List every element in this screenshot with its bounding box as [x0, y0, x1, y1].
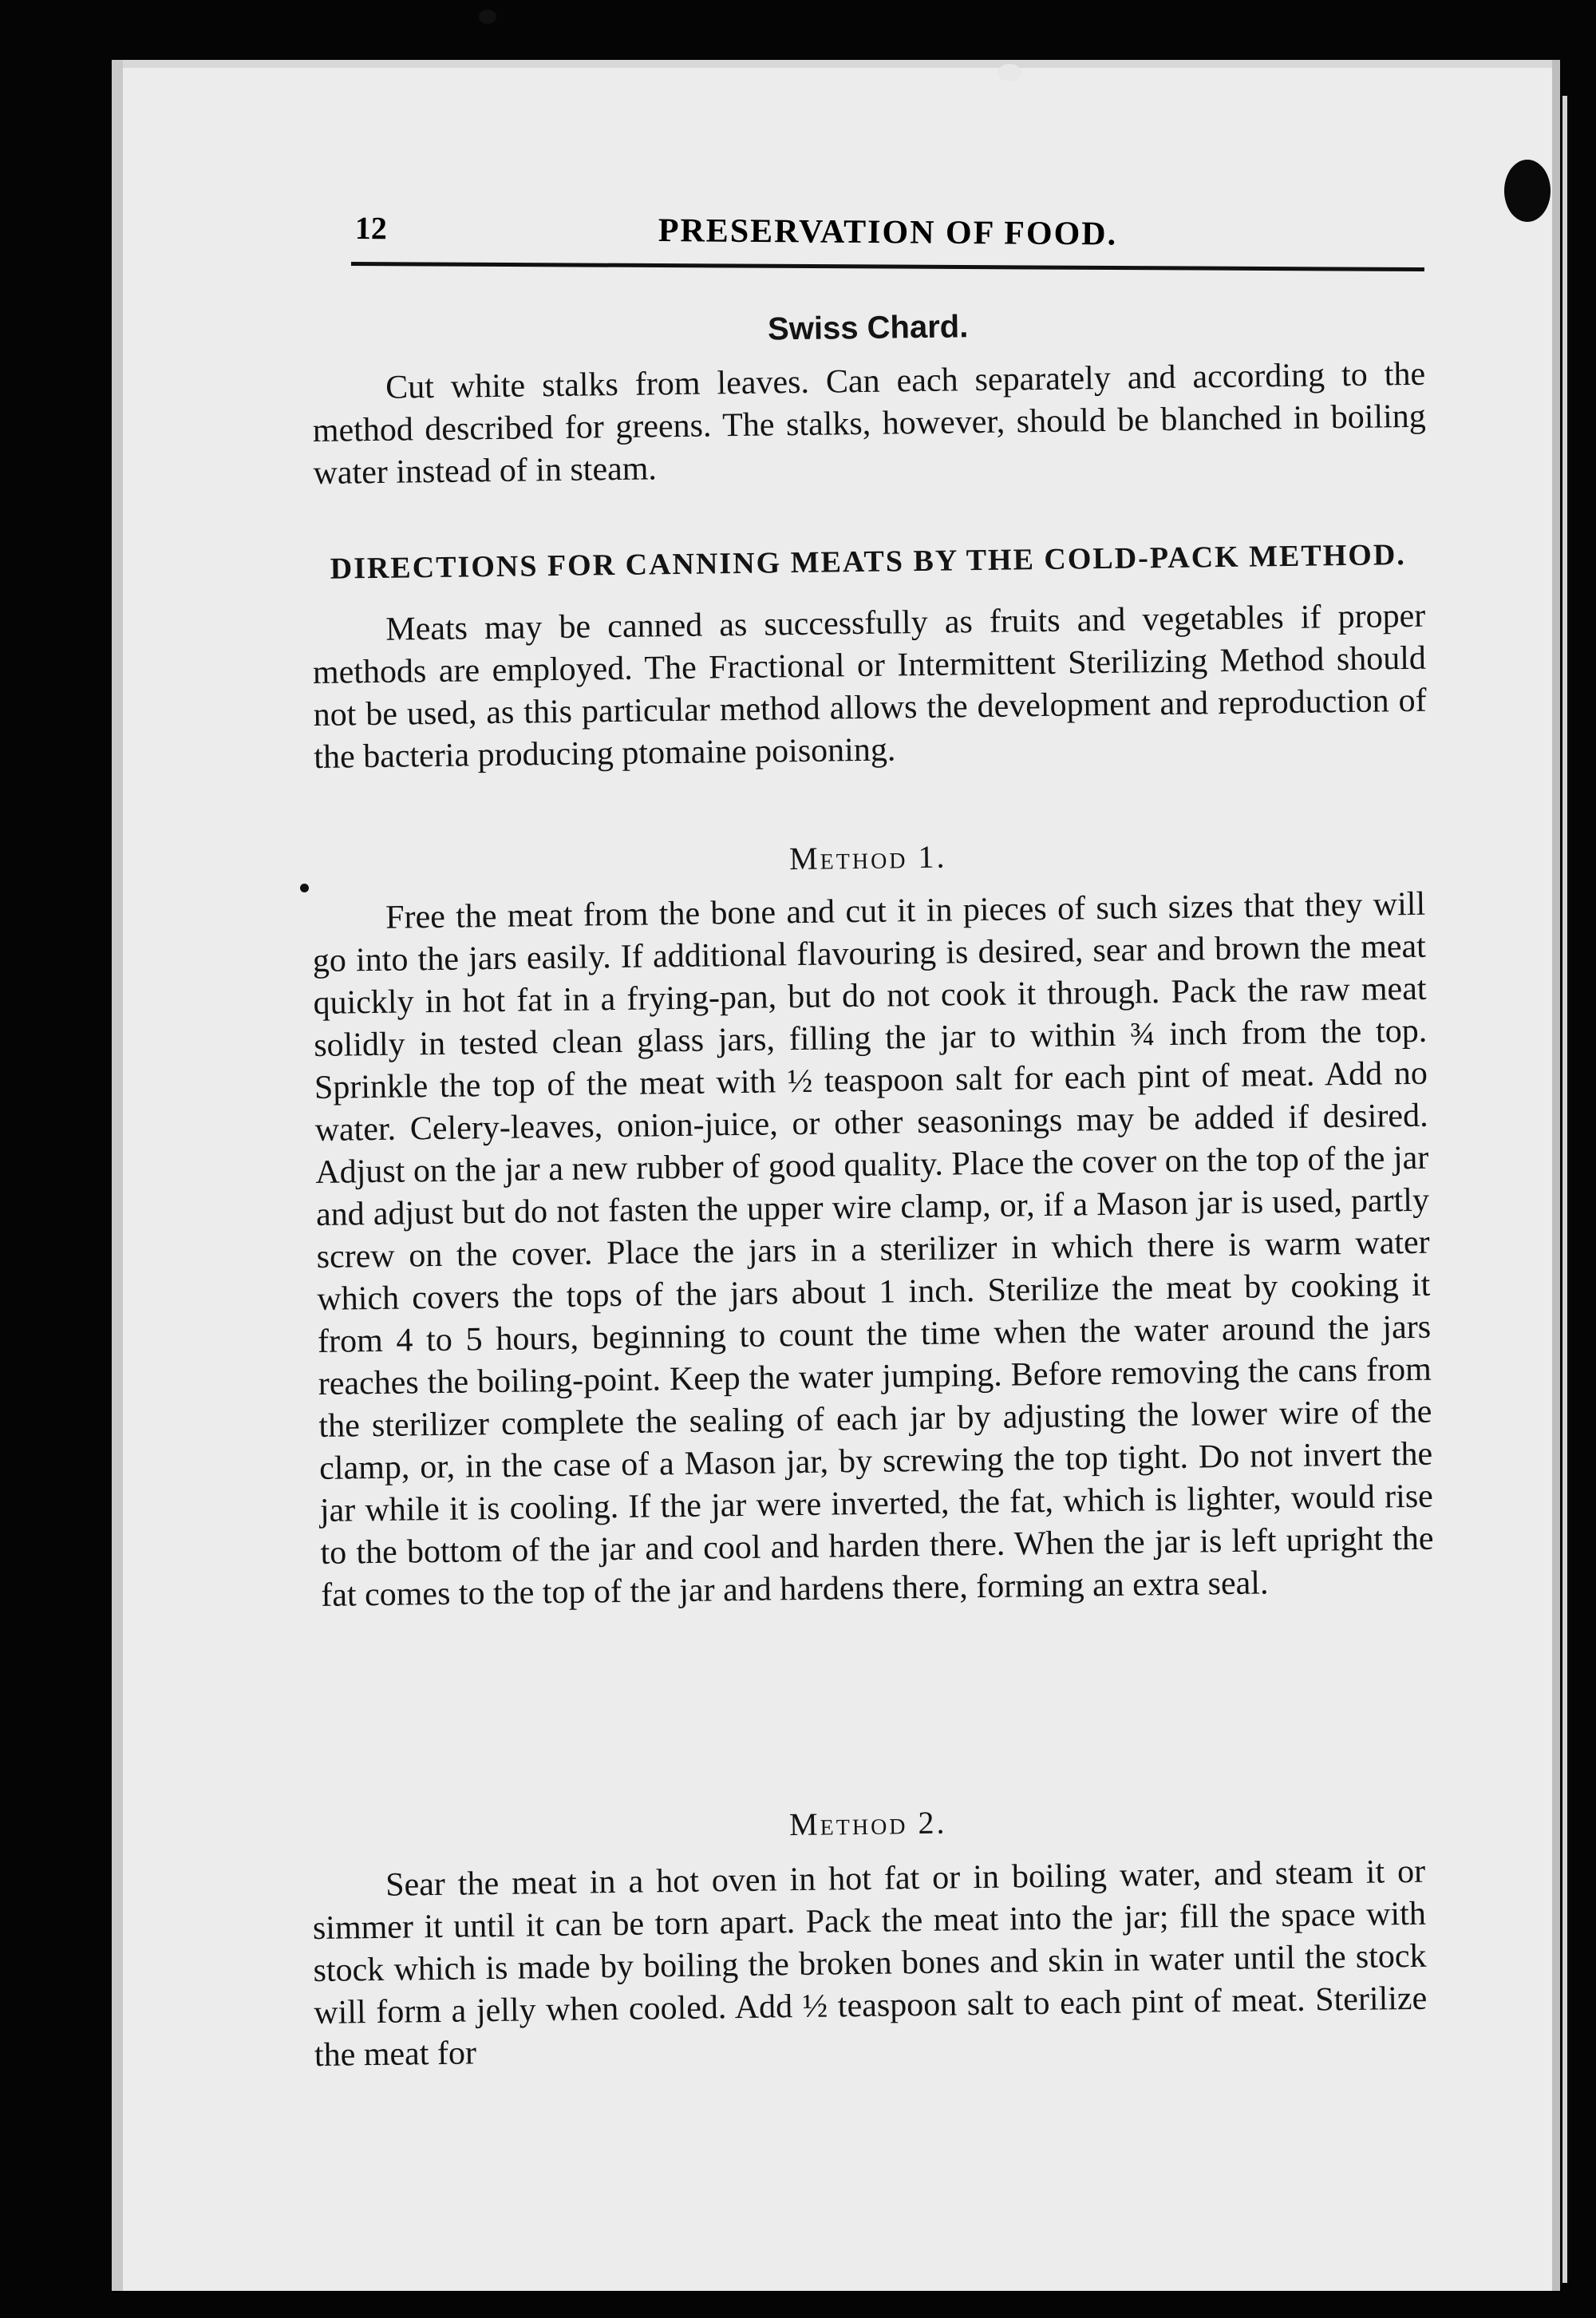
margin-dot — [300, 884, 309, 892]
section-heading: DIRECTIONS FOR CANNING MEATS BY THE COLD-PACK METHOD. — [330, 538, 1407, 586]
section-heading: Method 1. — [788, 838, 947, 877]
body-paragraph: Free the meat from the bone and cut it in pieces of such sizes that they will go into the jars easily. If additional flavouring is desired, sear and brown the meat quickly in hot fat in a frying-pan, but do not cook it through. Pack the raw meat solidly in tested clean glass jars, filling the jar to within ¾ inch from the top. Sprinkle the top of the meat with ½ teaspoon salt for each pint of meat. Add no water. Celery-leaves, onion-juice, or other seasonings may be added if desired. Adjust on the jar a new rubber of good quality. Place the cover on the top of the jar and adjust but do not fasten the upper wire clamp, or, if a Mason jar is used, partly screw on the cover. Place the jars in a sterilizer in which there is warm water which covers the tops of the jars about 1 inch. Sterilize the meat by cooking it from 4 to 5 hours, beginning to count the time when the water around the jars reaches the boiling-point. Keep the water jumping. Before removing the cans from the sterilizer complete the sealing of each jar by adjusting the lower wire of the clamp, or, in the case of a Mason jar, by screwing the top tight. Do not invert the jar while it is cooling. If the jar were inverted, the fat, which is lighter, would rise to the bottom of the jar and cool and harden there. When the jar is left upright the fat comes to the top of the jar and hardens there, forming an extra seal. — [312, 885, 1434, 1614]
directions-section — [311, 536, 1428, 779]
page-number: 12 — [354, 209, 387, 247]
scan-speck — [998, 64, 1021, 81]
scan-speck — [479, 10, 496, 24]
body-paragraph: Meats may be canned as successfully as fruits and vegetables if proper methods are employed. The Fractional or Intermittent Sterilizing Method should not be used, as this particular method allows the development and reproduction of the bacteria producing ptomaine poisoning. — [312, 597, 1427, 776]
body-paragraph: Sear the meat in a hot oven in hot fat or in boiling water, and steam it or simmer it until it can be torn apart. Pack the meat into the jar; fill the space with stock which is made by boiling the broken bones and skin in water until the stock will form a jelly when cooled. Add ½ teaspoon salt to each pint of meat. Sterilize the meat for — [312, 1853, 1428, 2074]
running-title: PRESERVATION OF FOOD. — [658, 212, 1118, 253]
section-heading: Method 2. — [788, 1804, 947, 1843]
section-heading: Swiss Chard. — [767, 309, 969, 347]
method-1-section — [311, 832, 1435, 1617]
page-edge — [1562, 96, 1567, 2283]
swiss-chard-section — [311, 303, 1427, 495]
binder-hole-mark — [1504, 160, 1551, 222]
body-paragraph: Cut white stalks from leaves. Can each separately and according to the method described for greens. The stalks, however, should be blanched in boiling water instead of in steam. — [312, 355, 1427, 492]
method-2-section — [311, 1798, 1428, 2077]
